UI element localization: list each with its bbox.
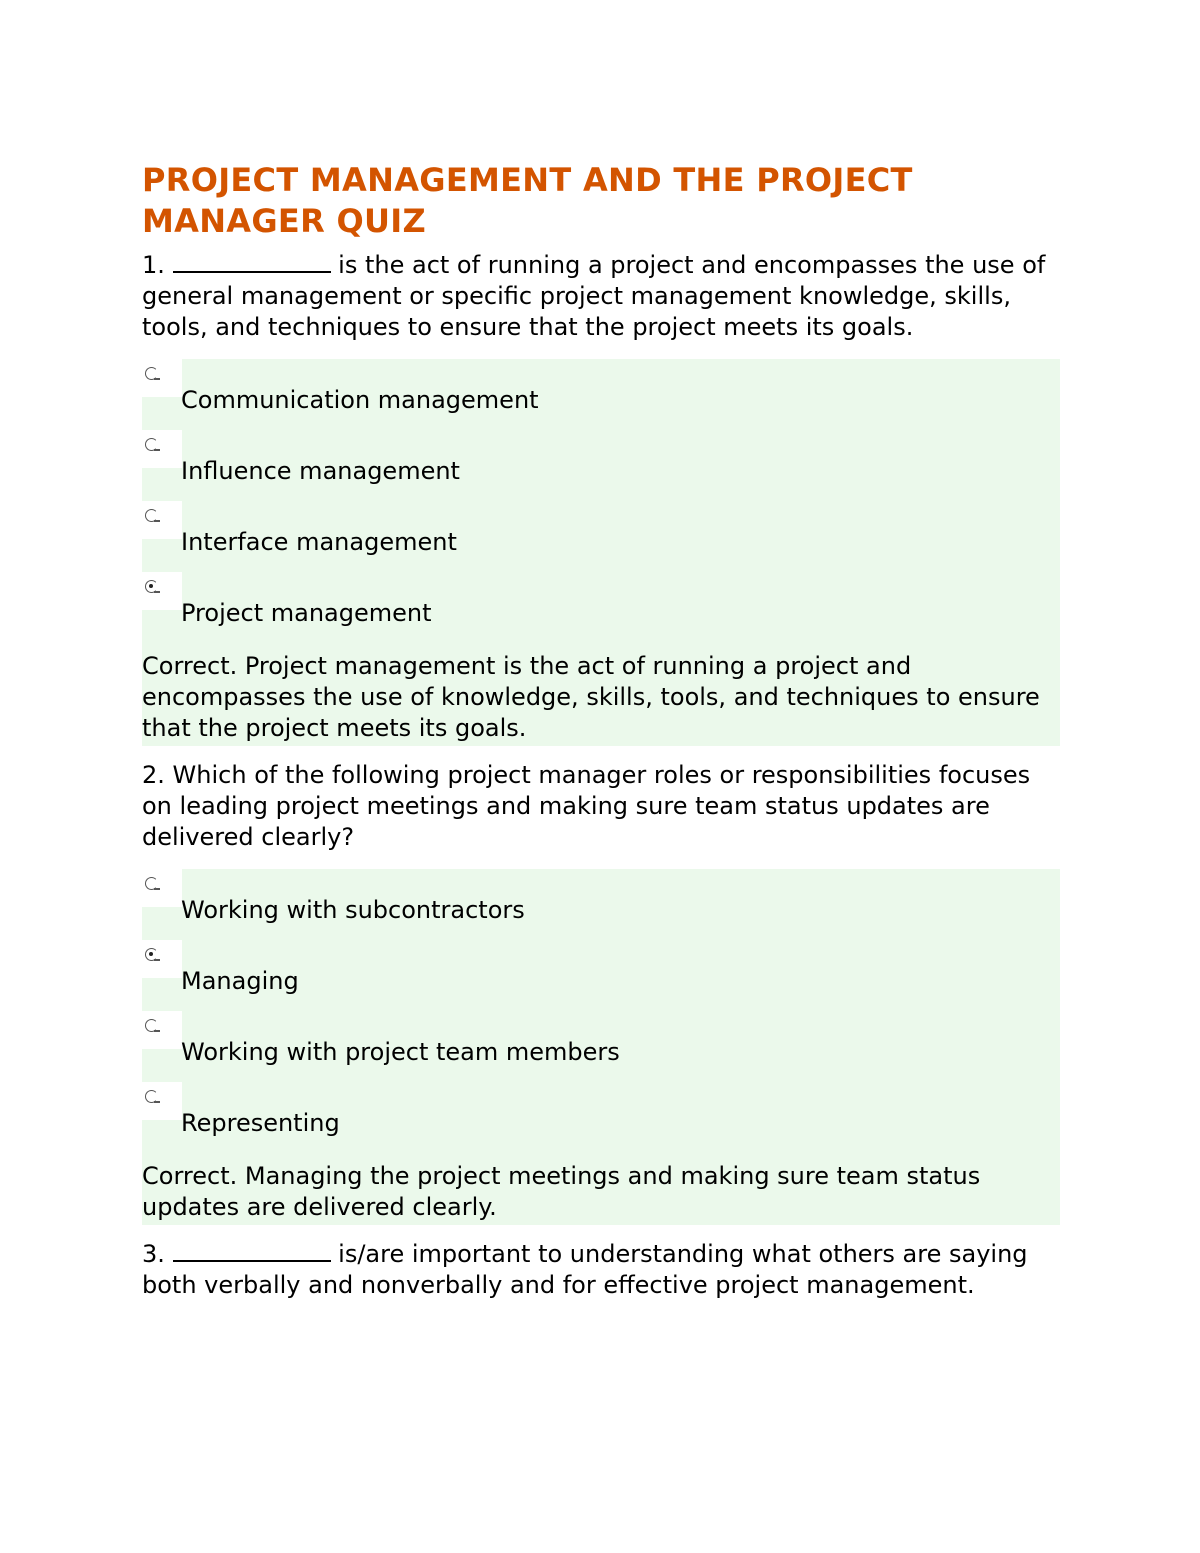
option-influence-management[interactable] xyxy=(142,430,1060,501)
option-label: Influence management xyxy=(181,457,460,485)
question-number: 2. xyxy=(142,761,165,789)
question-text: is/are important to understanding what others are saying both verbally and nonverbally and for effective project management. xyxy=(142,1240,1028,1299)
option-communication-management[interactable] xyxy=(142,359,1060,430)
radio-mark xyxy=(154,520,160,522)
question-2 xyxy=(142,760,1060,853)
question-1 xyxy=(142,250,1060,343)
radio-mark xyxy=(154,591,160,593)
radio-cell xyxy=(142,1011,182,1049)
radio-cell xyxy=(142,430,182,468)
radio-mark xyxy=(154,449,160,451)
question-text: is the act of running a project and encompasses the use of general management or specific project management knowledge, skills, tools, and techniques to ensure that the project meets its goals. xyxy=(142,251,1046,341)
blank-line xyxy=(173,251,331,273)
feedback-text: Correct. Project management is the act of running a project and encompasses the use of knowledge, skills, tools, and techniques to ensure that the project meets its goals. xyxy=(142,652,1040,742)
option-label: Representing xyxy=(181,1109,340,1137)
quiz-document xyxy=(142,160,1060,1317)
radio-mark xyxy=(154,1101,160,1103)
option-managing[interactable] xyxy=(142,940,1060,1011)
blank-line xyxy=(173,1240,331,1262)
radio-cell xyxy=(142,1082,182,1120)
radio-mark xyxy=(154,378,160,380)
question-number: 1. xyxy=(142,251,165,279)
radio-cell xyxy=(142,501,182,539)
answer-block-2 xyxy=(142,869,1060,1225)
radio-mark xyxy=(154,888,160,890)
question-3 xyxy=(142,1239,1060,1301)
radio-cell xyxy=(142,572,182,610)
option-label: Project management xyxy=(181,599,432,627)
option-representing[interactable] xyxy=(142,1082,1060,1153)
radio-cell xyxy=(142,940,182,978)
option-label: Working with subcontractors xyxy=(181,896,525,924)
option-interface-management[interactable] xyxy=(142,501,1060,572)
question-text: Which of the following project manager roles or responsibilities focuses on leading project meetings and making sure team status updates are delivered clearly? xyxy=(142,761,1031,851)
radio-mark xyxy=(154,959,160,961)
option-label: Managing xyxy=(181,967,299,995)
option-label: Interface management xyxy=(181,528,457,556)
option-working-with-subcontractors[interactable] xyxy=(142,869,1060,940)
page-title: PROJECT MANAGEMENT AND THE PROJECT MANAGER QUIZ xyxy=(142,161,913,240)
radio-cell xyxy=(142,359,182,397)
option-working-with-project-team-members[interactable] xyxy=(142,1011,1060,1082)
question-number: 3. xyxy=(142,1240,165,1268)
radio-mark xyxy=(154,1030,160,1032)
option-project-management[interactable] xyxy=(142,572,1060,643)
radio-cell xyxy=(142,869,182,907)
option-label: Working with project team members xyxy=(181,1038,620,1066)
feedback-text: Correct. Managing the project meetings and making sure team status updates are delivered clearly. xyxy=(142,1162,981,1221)
option-label: Communication management xyxy=(181,386,539,414)
answer-block-1 xyxy=(142,359,1060,746)
